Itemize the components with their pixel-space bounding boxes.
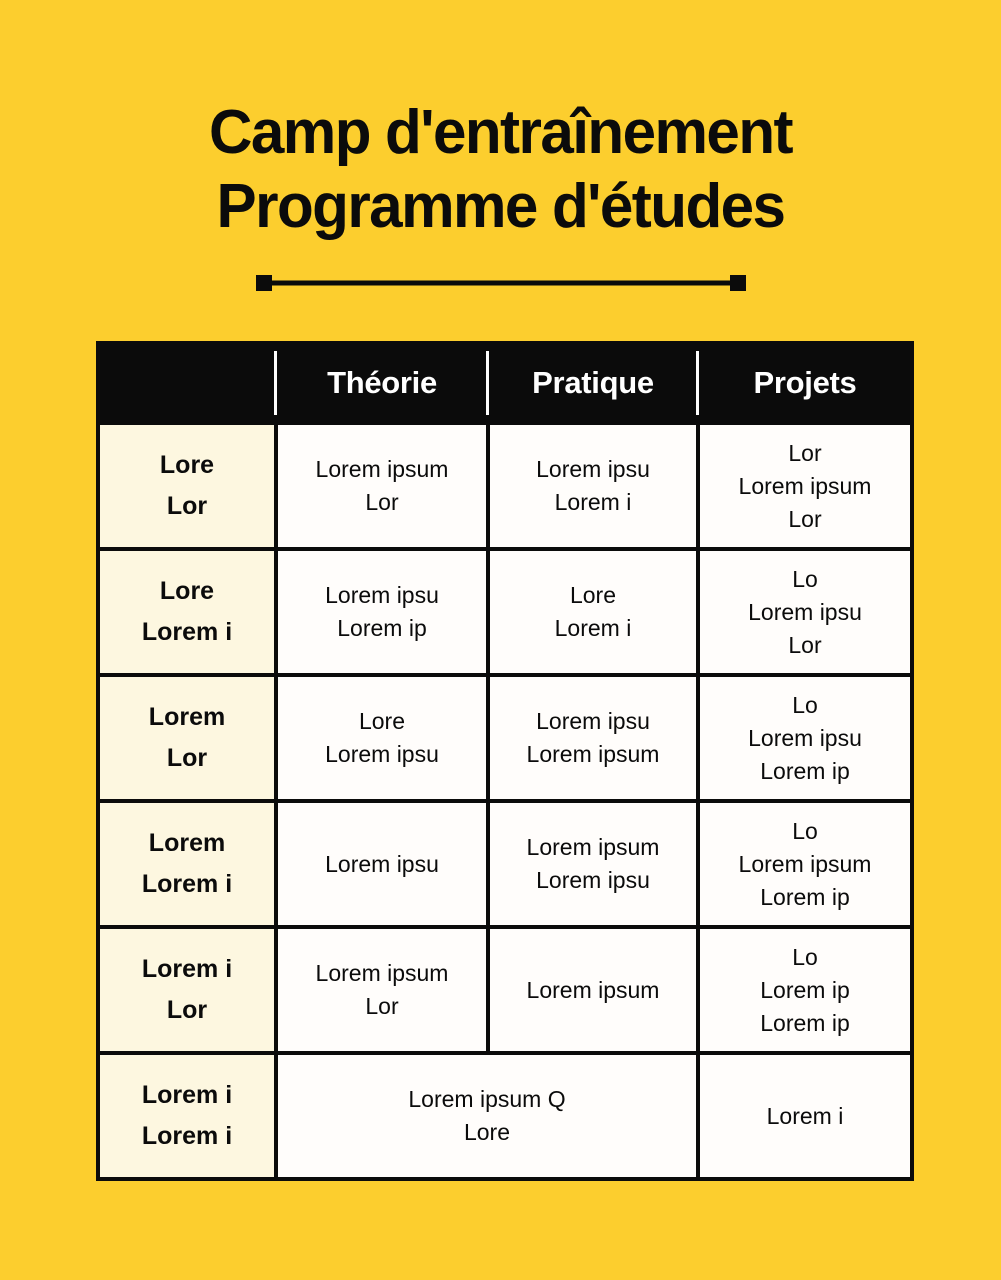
cell-line: Lorem ipsum (526, 834, 660, 860)
cell-line: Lor (788, 631, 822, 658)
cell-line: Lor (788, 505, 822, 532)
cell-line: Lorem ip (760, 883, 850, 910)
cell-line: Lo (792, 565, 818, 592)
cell-line: Lorem ipsu (748, 598, 862, 625)
row-label-line: Lor (166, 744, 208, 772)
cell-line: Lorem ipsu (536, 708, 650, 734)
table-row (100, 551, 910, 673)
cell-line: Lo (792, 817, 818, 844)
row-label-line: Lorem i (141, 618, 233, 646)
column-header-blank (100, 345, 274, 421)
cell-line: Lor (365, 489, 399, 515)
page-title (0, 0, 1001, 244)
row-label-line: Lore (159, 451, 215, 479)
row-label-line: Lore (159, 577, 215, 605)
curriculum-table-container (96, 341, 906, 1181)
cell-line: Lore (358, 708, 406, 734)
cell-line: Lorem i (554, 489, 632, 515)
cell-projets (700, 677, 910, 799)
cell-pratique (490, 803, 696, 925)
cell-line: Lorem ip (760, 976, 850, 1003)
row-label-line: Lorem i (141, 1081, 233, 1109)
row-label-cell (100, 425, 274, 547)
cell-pratique (490, 677, 696, 799)
cell-line: Lorem ipsum (315, 456, 449, 482)
table-row (100, 425, 910, 547)
cell-line: Lorem i (766, 1102, 844, 1129)
cell-line: Lorem ip (760, 1009, 850, 1036)
divider-right-cap-icon (730, 275, 746, 291)
cell-line: Lore (463, 1119, 511, 1145)
title-divider (0, 274, 1001, 292)
cell-projets (700, 425, 910, 547)
cell-line: Lorem ipsum (315, 960, 449, 986)
row-label-line: Lor (166, 492, 208, 520)
cell-pratique (490, 425, 696, 547)
cell-projets (700, 803, 910, 925)
cell-projets (700, 1055, 910, 1177)
table-row (100, 929, 910, 1051)
column-header-projets: Projets (700, 345, 910, 421)
column-header-theorie: Théorie (278, 345, 486, 421)
table-body (100, 425, 910, 1177)
cell-line: Lorem ipsu (325, 850, 439, 877)
row-label-line: Lorem i (141, 955, 233, 983)
row-label-cell (100, 1055, 274, 1177)
row-label-cell (100, 677, 274, 799)
cell-pratique (490, 929, 696, 1051)
cell-line: Lo (792, 943, 818, 970)
column-header-pratique: Pratique (490, 345, 696, 421)
row-label-cell (100, 551, 274, 673)
table-row (100, 803, 910, 925)
row-label-cell (100, 929, 274, 1051)
row-label-line: Lorem i (141, 1122, 233, 1150)
divider-bar-icon (256, 281, 746, 286)
row-label-line: Lorem i (141, 870, 233, 898)
cell-theorie (278, 551, 486, 673)
divider-rule (256, 274, 746, 292)
cell-line: Lorem ip (337, 615, 427, 641)
table-row (100, 1055, 910, 1177)
cell-line: Lorem ip (760, 757, 850, 784)
cell-line: Lore (569, 582, 617, 608)
cell-line: Lorem ipsum (738, 850, 872, 877)
cell-line: Lorem ipsum Q (408, 1086, 566, 1112)
cell-theorie (278, 803, 486, 925)
cell-theorie-pratique-merged (278, 1055, 696, 1177)
cell-line: Lor (788, 439, 822, 466)
row-label-line: Lorem (148, 829, 226, 857)
cell-pratique (490, 551, 696, 673)
cell-line: Lorem ipsum (738, 472, 872, 499)
table-header (100, 345, 910, 421)
divider-left-cap-icon (256, 275, 272, 291)
row-label-line: Lorem (148, 703, 226, 731)
cell-theorie (278, 425, 486, 547)
table-row (100, 677, 910, 799)
cell-line: Lorem ipsu (325, 582, 439, 608)
row-label-line: Lor (166, 996, 208, 1024)
cell-theorie (278, 929, 486, 1051)
cell-line: Lorem ipsum (526, 741, 660, 767)
cell-line: Lor (365, 993, 399, 1019)
cell-line: Lorem ipsu (748, 724, 862, 751)
row-label-cell (100, 803, 274, 925)
cell-line: Lo (792, 691, 818, 718)
table-header-row (100, 345, 910, 421)
cell-line: Lorem ipsu (536, 456, 650, 482)
cell-line: Lorem ipsum (526, 976, 660, 1003)
cell-theorie (278, 677, 486, 799)
cell-line: Lorem ipsu (536, 867, 650, 893)
cell-projets (700, 551, 910, 673)
cell-projets (700, 929, 910, 1051)
curriculum-table (96, 341, 914, 1181)
cell-line: Lorem ipsu (325, 741, 439, 767)
cell-line: Lorem i (554, 615, 632, 641)
page-title-line-2: Programme d'études (216, 172, 785, 241)
page-title-line-1: Camp d'entraînement (208, 98, 792, 167)
